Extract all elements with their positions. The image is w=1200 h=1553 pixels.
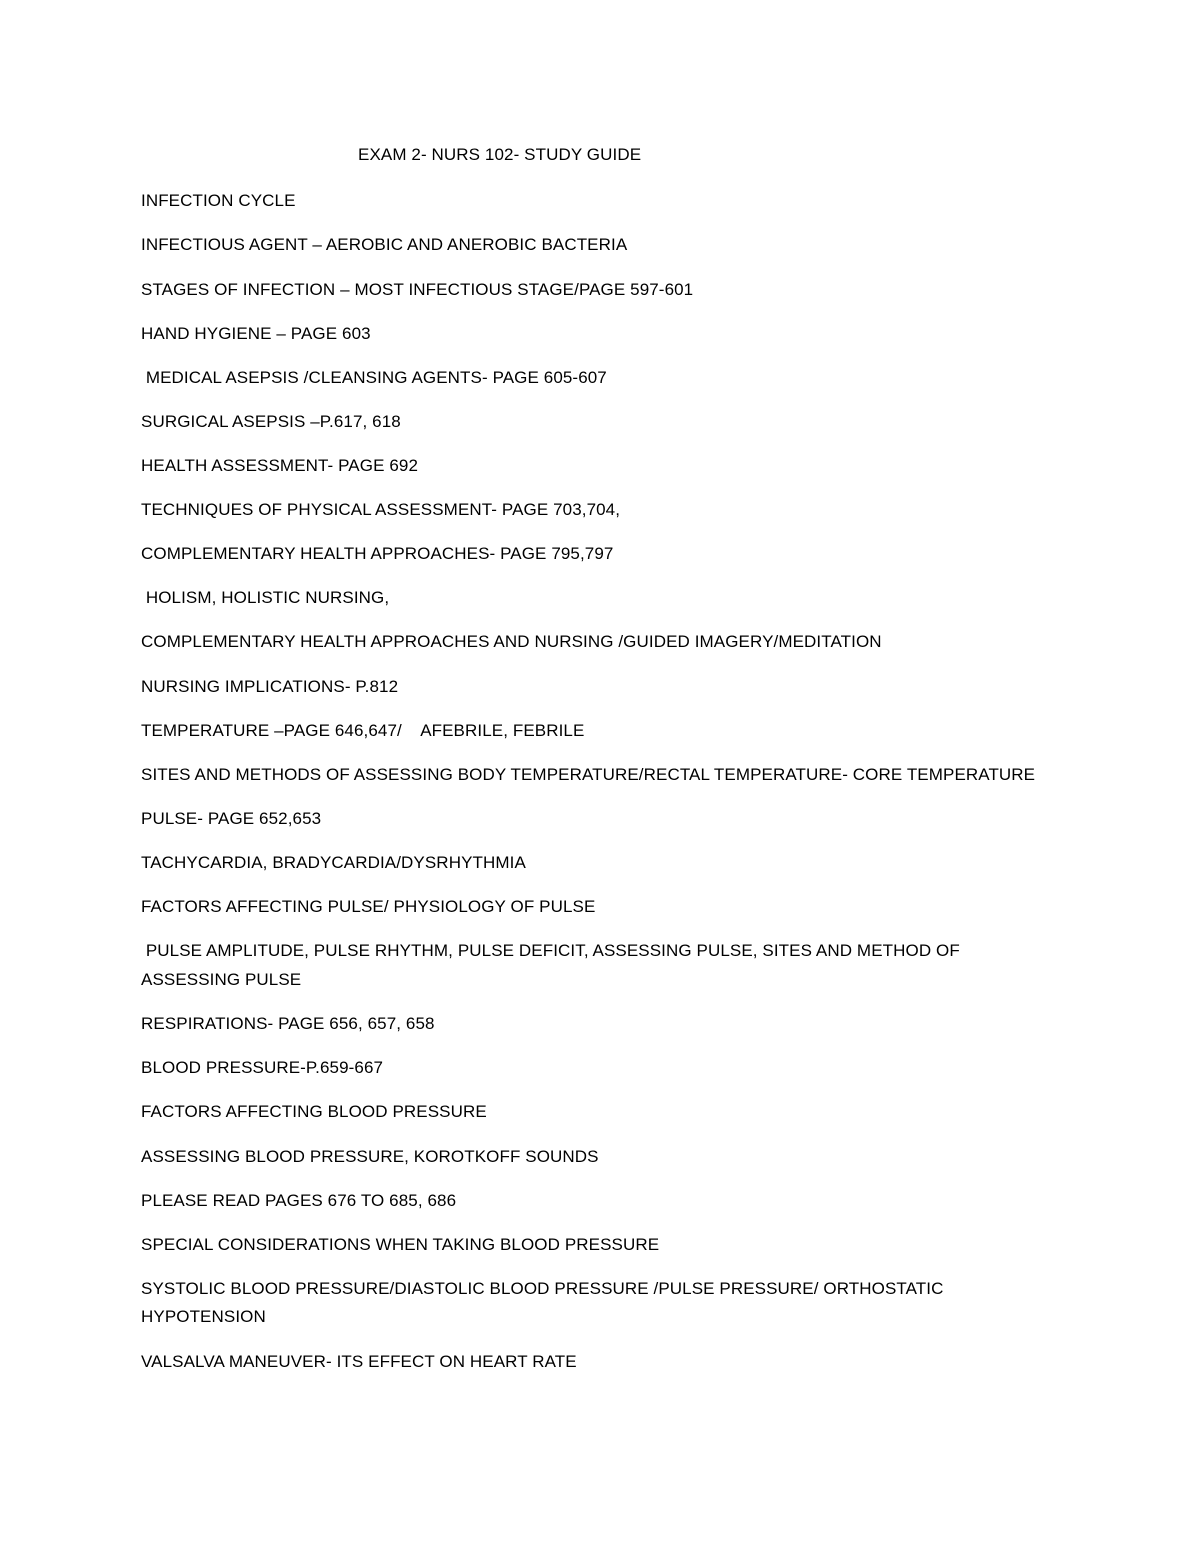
guide-line-infectious-agent: INFECTIOUS AGENT – AEROBIC AND ANEROBIC BACTERIA <box>141 235 628 254</box>
guide-line-hand-hygiene: HAND HYGIENE – PAGE 603 <box>141 324 371 343</box>
guide-line-health-assessment: HEALTH ASSESSMENT- PAGE 692 <box>141 456 418 475</box>
guide-line-surgical-asepsis: SURGICAL ASEPSIS –P.617, 618 <box>141 412 401 431</box>
guide-line-temperature: TEMPERATURE –PAGE 646,647/ AFEBRILE, FEBRILE <box>141 721 585 740</box>
guide-line-infection-cycle: INFECTION CYCLE <box>141 191 296 210</box>
guide-line-holism: HOLISM, HOLISTIC NURSING, <box>141 588 390 607</box>
guide-line-assessing-bp: ASSESSING BLOOD PRESSURE, KOROTKOFF SOUNDS <box>141 1147 599 1166</box>
guide-line-body-temperature-sites: SITES AND METHODS OF ASSESSING BODY TEMPERATURE/RECTAL TEMPERATURE- CORE TEMPERATURE <box>141 765 1036 784</box>
guide-line-please-read: PLEASE READ PAGES 676 TO 685, 686 <box>141 1191 457 1210</box>
guide-line-blood-pressure: BLOOD PRESSURE-P.659-667 <box>141 1058 384 1077</box>
guide-line-factors-bp: FACTORS AFFECTING BLOOD PRESSURE <box>141 1102 487 1121</box>
guide-line-pulse-amplitude-cont: ASSESSING PULSE <box>141 970 302 989</box>
guide-line-factors-pulse: FACTORS AFFECTING PULSE/ PHYSIOLOGY OF PULSE <box>141 897 596 916</box>
guide-line-complementary-health: COMPLEMENTARY HEALTH APPROACHES- PAGE 795,797 <box>141 544 614 563</box>
guide-line-nursing-implications: NURSING IMPLICATIONS- P.812 <box>141 677 399 696</box>
guide-line-medical-asepsis: MEDICAL ASEPSIS /CLEANSING AGENTS- PAGE 605-607 <box>141 368 607 387</box>
guide-line-pulse-amplitude: PULSE AMPLITUDE, PULSE RHYTHM, PULSE DEFICIT, ASSESSING PULSE, SITES AND METHOD OF <box>141 941 960 960</box>
guide-line-systolic-diastolic-cont: HYPOTENSION <box>141 1307 266 1326</box>
guide-line-special-considerations: SPECIAL CONSIDERATIONS WHEN TAKING BLOOD PRESSURE <box>141 1235 660 1254</box>
document-title: EXAM 2- NURS 102- STUDY GUIDE <box>358 145 642 164</box>
guide-line-systolic-diastolic: SYSTOLIC BLOOD PRESSURE/DIASTOLIC BLOOD PRESSURE /PULSE PRESSURE/ ORTHOSTATIC <box>141 1279 944 1298</box>
guide-line-respirations: RESPIRATIONS- PAGE 656, 657, 658 <box>141 1014 435 1033</box>
guide-line-complementary-nursing: COMPLEMENTARY HEALTH APPROACHES AND NURSING /GUIDED IMAGERY/MEDITATION <box>141 632 882 651</box>
guide-line-valsalva: VALSALVA MANEUVER- ITS EFFECT ON HEART RATE <box>141 1352 577 1371</box>
guide-line-tachycardia: TACHYCARDIA, BRADYCARDIA/DYSRHYTHMIA <box>141 853 526 872</box>
guide-line-pulse: PULSE- PAGE 652,653 <box>141 809 322 828</box>
guide-line-stages-of-infection: STAGES OF INFECTION – MOST INFECTIOUS STAGE/PAGE 597-601 <box>141 280 694 299</box>
guide-line-physical-assessment: TECHNIQUES OF PHYSICAL ASSESSMENT- PAGE 703,704, <box>141 500 621 519</box>
